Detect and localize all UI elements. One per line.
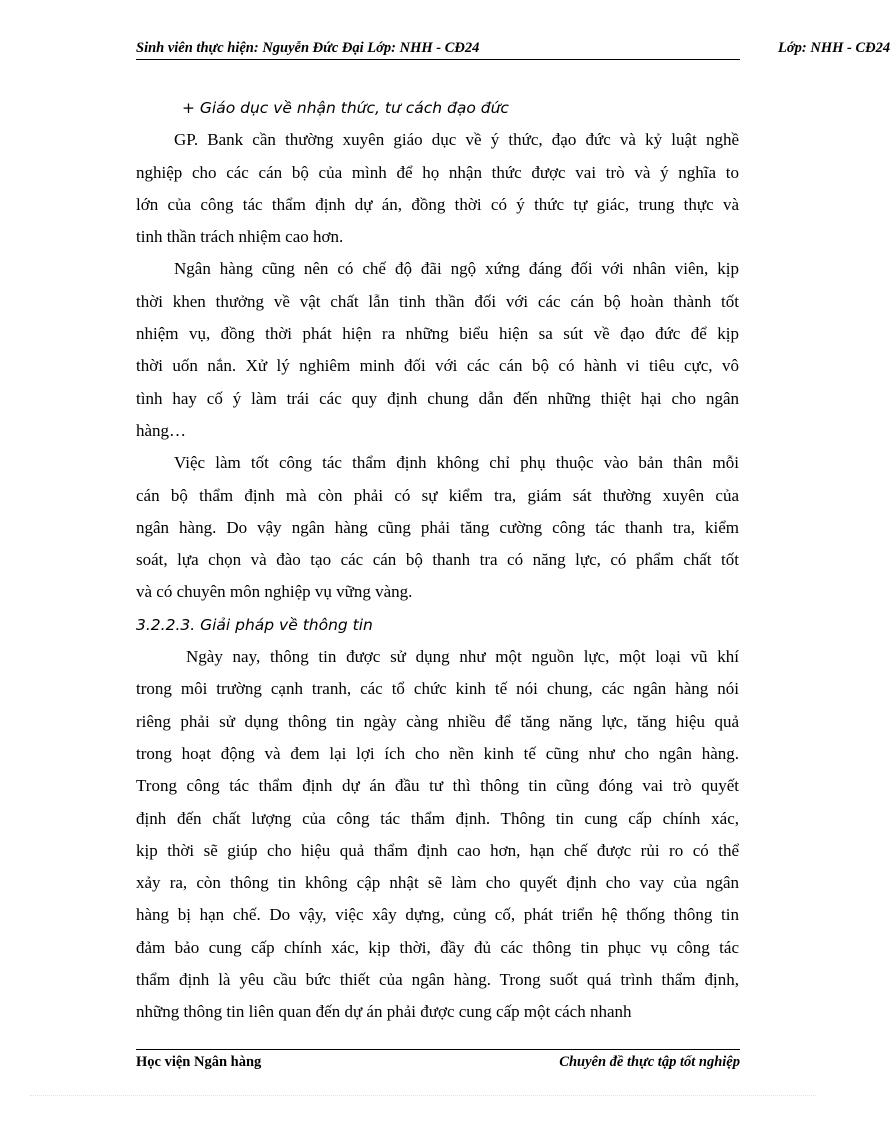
paragraph-line: cán bộ thẩm định mà còn phải có sự kiểm tra, giám sát thường xuyên của bbox=[136, 485, 739, 505]
paragraph-line: đảm bảo cung cấp chính xác, kịp thời, đầy đủ các thông tin phục vụ công tác bbox=[136, 937, 739, 957]
footer-right-text: Chuyên đề thực tập tốt nghiệp bbox=[559, 1054, 740, 1070]
paragraph-line: nghiệp cho các cán bộ của mình để họ nhận thức được vai trò và ý nghĩa to bbox=[136, 162, 739, 182]
paragraph-line: kịp thời sẽ giúp cho hiệu quả thẩm định cao hơn, hạn chế được rủi ro có thể bbox=[136, 840, 739, 860]
page-header bbox=[136, 38, 890, 60]
paragraph-line: lớn của công tác thẩm định dự án, đồng thời có ý thức tự giác, trung thực và bbox=[136, 194, 739, 214]
header-right-text: Lớp: NHH - CĐ24 bbox=[778, 40, 890, 56]
footer-left-text: Học viện Ngân hàng bbox=[136, 1054, 262, 1070]
paragraph-line: hàng… bbox=[136, 420, 187, 440]
paragraph-line: thẩm định là yêu cầu bức thiết của ngân hàng. Trong suốt quá trình thẩm định, bbox=[136, 970, 739, 990]
paragraph-line: ngân hàng. Do vậy ngân hàng cũng phải tăng cường công tác thanh tra, kiểm bbox=[136, 517, 739, 537]
paragraph-line: thời uốn nắn. Xử lý nghiêm minh đối với các cán bộ có hành vi tiêu cực, vô bbox=[136, 356, 739, 376]
section-heading: 3.2.2.3. Giải pháp về thông tin bbox=[136, 615, 373, 634]
page-body bbox=[136, 92, 739, 1029]
header-left-text: Sinh viên thực hiện: Nguyễn Đức Đại Lớp: NHH - CĐ24 bbox=[136, 40, 480, 56]
paragraph-line: Trong công tác thẩm định dự án đầu tư thì thông tin cũng đóng vai trò quyết bbox=[136, 776, 739, 796]
subheading-education: + Giáo dục về nhận thức, tư cách đạo đức bbox=[182, 99, 509, 117]
paragraph-line: GP. Bank cần thường xuyên giáo dục về ý thức, đạo đức và kỷ luật nghề bbox=[174, 130, 739, 150]
footer-rule bbox=[136, 1049, 740, 1050]
paragraph-line: trong môi trường cạnh tranh, các tổ chức kinh tế nói chung, các ngân hàng nói bbox=[136, 679, 739, 699]
paragraph-line: tinh thần trách nhiệm cao hơn. bbox=[136, 227, 344, 247]
page-bottom-dotted-border bbox=[30, 1095, 816, 1096]
paragraph-line: những thông tin liên quan đến dự án phải được cung cấp một cách nhanh bbox=[136, 1002, 632, 1022]
paragraph-line: trong hoạt động và đem lại lợi ích cho nền kinh tế cũng như cho ngân hàng. bbox=[136, 743, 739, 763]
paragraph-line: định đến chất lượng của công tác thẩm định. Thông tin cung cấp chính xác, bbox=[136, 808, 739, 828]
header-rule bbox=[136, 59, 740, 60]
paragraph-line: tình hay cố ý làm trái các quy định chung dẫn đến những thiệt hại cho ngân bbox=[136, 388, 739, 408]
paragraph-line: nhiệm vụ, đồng thời phát hiện ra những biểu hiện sa sút về đạo đức để kịp bbox=[136, 324, 739, 344]
paragraph-line: xảy ra, còn thông tin không cập nhật sẽ làm cho quyết định cho vay của ngân bbox=[136, 873, 739, 893]
paragraph-line: và có chuyên môn nghiệp vụ vững vàng. bbox=[136, 582, 413, 602]
page-footer bbox=[136, 1054, 740, 1074]
paragraph-line: hàng bị hạn chế. Do vậy, việc xây dựng, củng cố, phát triển hệ thống thông tin bbox=[136, 905, 739, 925]
paragraph-line: thời khen thưởng về vật chất lẫn tinh thần đối với các cán bộ hoàn thành tốt bbox=[136, 291, 739, 311]
paragraph-line: riêng phải sử dụng thông tin ngày càng nhiều để tăng năng lực, tăng hiệu quả bbox=[136, 711, 739, 731]
paragraph-line: Ngân hàng cũng nên có chế độ đãi ngộ xứng đáng đối với nhân viên, kịp bbox=[174, 259, 739, 279]
paragraph-line: Ngày nay, thông tin được sử dụng như một nguồn lực, một loại vũ khí bbox=[186, 647, 739, 667]
paragraph-line: soát, lựa chọn và đào tạo các cán bộ thanh tra có năng lực, có phẩm chất tốt bbox=[136, 550, 739, 570]
paragraph-line: Việc làm tốt công tác thẩm định không chỉ phụ thuộc vào bản thân mỗi bbox=[174, 453, 739, 473]
